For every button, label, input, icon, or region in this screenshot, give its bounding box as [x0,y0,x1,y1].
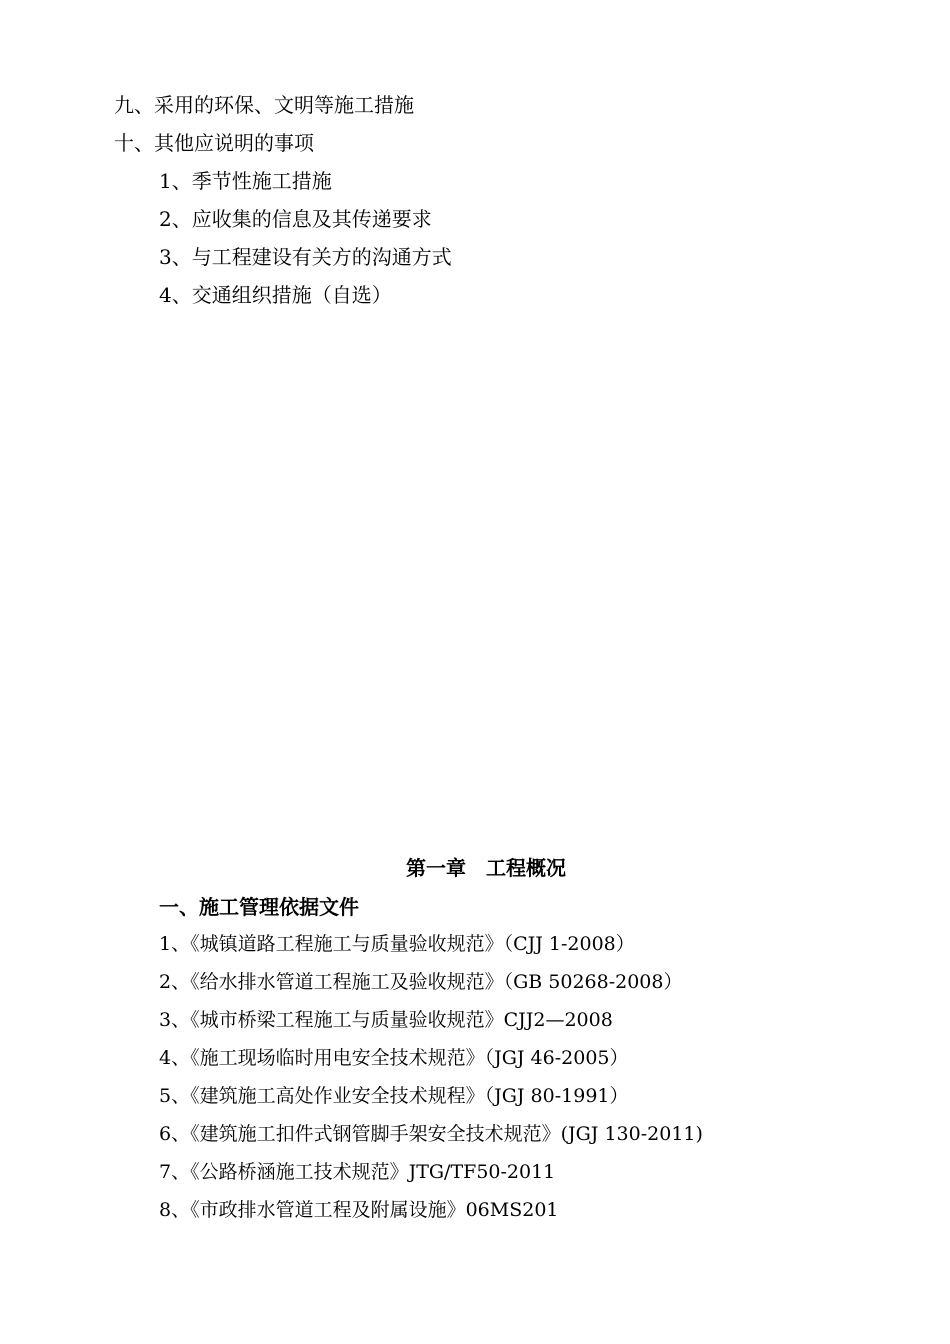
section-heading: 一、施工管理依据文件 [159,895,359,919]
reference-item-4: 4、《施工现场临时用电安全技术规范》（JGJ 46-2005） [159,1047,629,1069]
reference-item-7: 7、《公路桥涵施工技术规范》JTG/TF50-2011 [159,1161,556,1183]
toc-item-9: 九、采用的环保、文明等施工措施 [114,93,414,117]
reference-item-6: 6、《建筑施工扣件式钢管脚手架安全技术规范》(JGJ 130-2011) [159,1123,703,1145]
reference-item-3: 3、《城市桥梁工程施工与质量验收规范》CJJ2—2008 [159,1009,613,1031]
reference-item-5: 5、《建筑施工高处作业安全技术规程》（JGJ 80-1991） [159,1085,629,1107]
toc-subitem-4: 4、交通组织措施（自选） [159,283,392,307]
reference-item-8: 8、《市政排水管道工程及附属设施》06MS201 [159,1199,559,1221]
toc-item-10: 十、其他应说明的事项 [114,131,314,155]
toc-subitem-2: 2、应收集的信息及其传递要求 [159,207,432,231]
chapter-title: 第一章 工程概况 [406,856,566,880]
reference-item-2: 2、《给水排水管道工程施工及验收规范》（GB 50268-2008） [159,971,683,993]
toc-subitem-1: 1、季节性施工措施 [159,169,332,193]
reference-item-1: 1、《城镇道路工程施工与质量验收规范》（CJJ 1-2008） [159,933,635,955]
toc-subitem-3: 3、与工程建设有关方的沟通方式 [159,245,452,269]
